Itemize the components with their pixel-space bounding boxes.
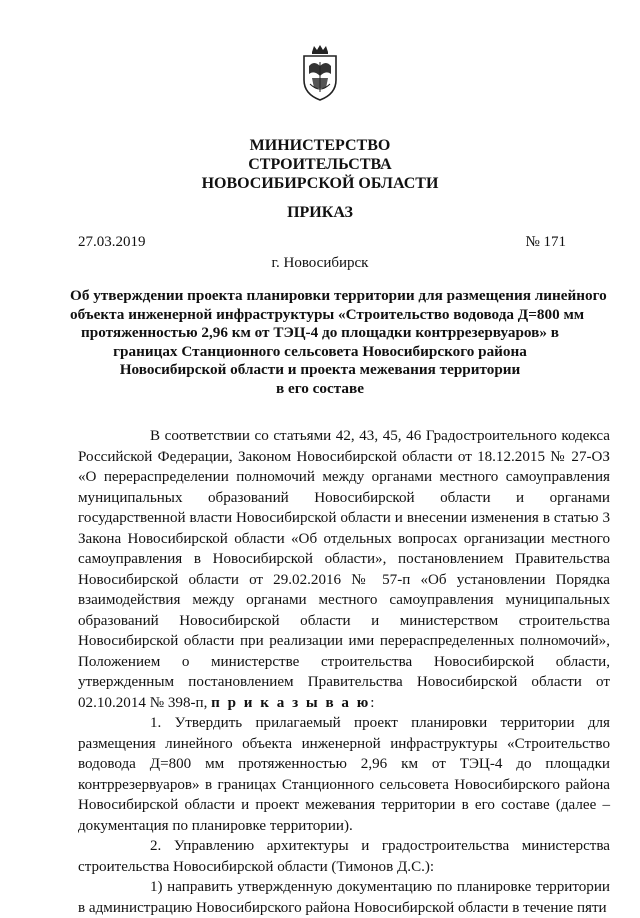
ministry-line: МИНИСТЕРСТВО xyxy=(249,137,391,154)
order-body xyxy=(78,426,610,918)
ministry-line: НОВОСИБИРСКОЙ ОБЛАСТИ xyxy=(201,175,439,192)
ministry-name xyxy=(0,136,640,193)
item-2-1-paragraph: 1) направить утвержденную документацию по планировке территории в администрацию Новосибирского района Новосибирской области в течение пяти xyxy=(78,879,610,916)
item-2-paragraph: 2. Управлению архитектуры и градостроительства министерства строительства Новосибирской области (Тимонов Д.С.): xyxy=(78,838,610,875)
order-title: ПРИКАЗ xyxy=(287,204,353,221)
order-subject xyxy=(70,287,607,398)
preamble-paragraph xyxy=(78,426,610,713)
order-colon: : xyxy=(370,694,375,711)
subject-line: границах Станционного сельсовета Новосибирского района xyxy=(113,342,527,360)
preamble-text: В соответствии со статьями 42, 43, 45, 46 Градостроительного кодекса Российской Федерации, Законом Новосибирской области от 18.12.2015 № 27-ОЗ «О перераспределении полномочий между органами местного самоуправления муниципальных образований Новосибирской области и органами государственной власти Новосибирской области и внесении изменения в статью 3 Закона Новосибирской области «Об отдельных вопросах организации местного самоуправления в Новосибирской области», постановлением Правительства Новосибирской области от 29.02.2016 № 57-п «Об установлении Порядка взаимодействия между органами местного самоуправления муниципальных образований Новосибирской области и министерством строительства Новосибирской области при реализации ими перераспределенных полномочий», Положением о министерстве строительства Новосибирской области, утвержденным постановлением Правительства Новосибирской области от 02.10.2014 № 398-п, xyxy=(78,428,610,711)
subject-line: в его составе xyxy=(276,379,364,397)
item-1-paragraph: 1. Утвердить прилагаемый проект планировки территории для размещения линейного объекта инженерной инфраструктуры «Строительство водовода Д=800 мм протяженностью 2,96 км от ТЭЦ-4 до площадки контррезервуаров» в границах Станционного сельсовета Новосибирского района Новосибирской области и проект межевания территории в его составе (далее – документация по планировке территории). xyxy=(78,715,610,834)
order-word: п р и к а з ы в а ю xyxy=(211,694,371,711)
order-number: № 171 xyxy=(525,234,566,250)
coat-of-arms-icon xyxy=(300,44,340,102)
ministry-line: СТРОИТЕЛЬСТВА xyxy=(248,156,392,173)
subject-line: протяженностью 2,96 км от ТЭЦ-4 до площадки контррезервуаров» в xyxy=(81,324,559,341)
subject-line: объекта инженерной инфраструктуры «Строительство водовода Д=800 мм xyxy=(70,305,585,323)
order-city: г. Новосибирск xyxy=(271,255,369,271)
order-date: 27.03.2019 xyxy=(78,234,146,250)
subject-line: Новосибирской области и проекта межевания территории xyxy=(119,361,521,378)
subject-line: Об утверждении проекта планировки территории для размещения линейного xyxy=(70,287,607,304)
